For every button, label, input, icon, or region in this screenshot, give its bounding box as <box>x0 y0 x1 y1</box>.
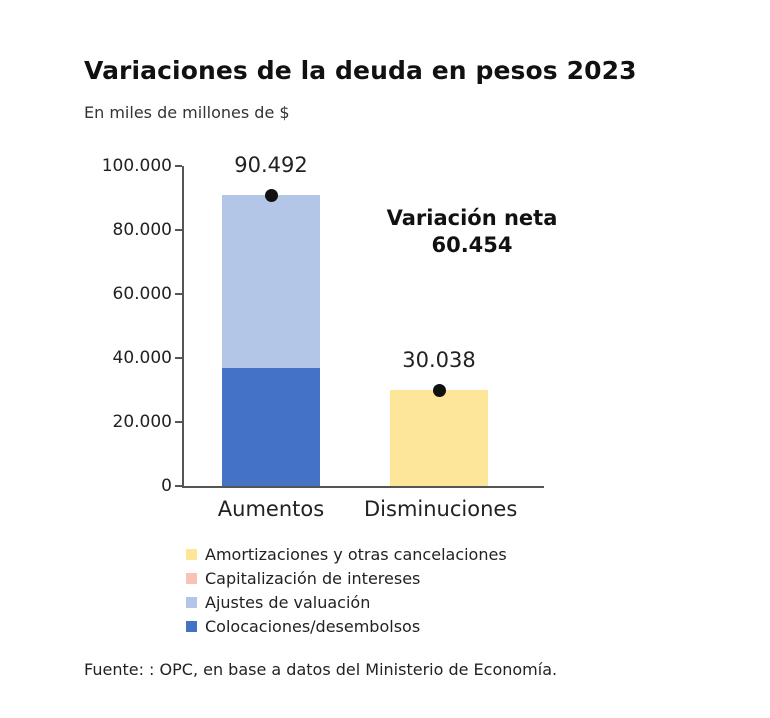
legend-item-colocaciones[interactable] <box>186 616 606 637</box>
legend-swatch-icon <box>186 621 197 632</box>
y-tick-label: 0 <box>161 476 172 496</box>
total-marker-disminuciones <box>433 384 446 397</box>
chart-legend <box>186 544 606 640</box>
y-axis-tick <box>175 165 182 167</box>
y-axis-tick <box>175 293 182 295</box>
total-label-aumentos: 90.492 <box>234 153 308 177</box>
y-tick-label: 40.000 <box>112 348 172 368</box>
y-axis-tick-labels <box>0 156 172 496</box>
y-axis-tick <box>175 229 182 231</box>
legend-item-amortizaciones[interactable] <box>186 544 606 565</box>
x-axis-line <box>182 486 544 488</box>
x-tick-label-disminuciones: Disminuciones <box>364 497 518 521</box>
y-axis-line <box>182 166 184 488</box>
y-axis-tick <box>175 485 182 487</box>
legend-item-ajustes[interactable] <box>186 592 606 613</box>
legend-swatch-icon <box>186 549 197 560</box>
legend-label: Amortizaciones y otras cancelaciones <box>205 545 507 564</box>
chart-subtitle: En miles de millones de $ <box>84 103 290 122</box>
legend-item-capitalizacion[interactable] <box>186 568 606 589</box>
bar-aumentos[interactable] <box>222 195 320 486</box>
y-tick-label: 80.000 <box>112 220 172 240</box>
y-tick-label: 100.000 <box>101 156 172 176</box>
bar-segment-colocaciones-desembolsos <box>222 368 320 486</box>
total-marker-aumentos <box>265 189 278 202</box>
net-variation-value: 60.454 <box>431 233 513 258</box>
y-axis-tick <box>175 357 182 359</box>
legend-swatch-icon <box>186 597 197 608</box>
legend-label: Ajustes de valuación <box>205 593 371 612</box>
legend-swatch-icon <box>186 573 197 584</box>
x-tick-label-aumentos: Aumentos <box>217 497 325 521</box>
net-variation-label: Variación neta <box>386 206 558 230</box>
legend-label: Capitalización de intereses <box>205 569 421 588</box>
y-tick-label: 20.000 <box>112 412 172 432</box>
net-variation-annotation <box>352 205 592 260</box>
legend-label: Colocaciones/desembolsos <box>205 617 421 636</box>
chart-source-note: Fuente: : OPC, en base a datos del Ministerio de Economía. <box>84 660 558 679</box>
y-axis-tick <box>175 421 182 423</box>
bar-segment-amortizaciones <box>390 390 488 486</box>
bar-segment-ajustes-de-valuacion <box>222 195 320 368</box>
chart-title: Variaciones de la deuda en pesos 2023 <box>84 56 637 85</box>
y-tick-label: 60.000 <box>112 284 172 304</box>
bar-disminuciones[interactable] <box>390 390 488 486</box>
total-label-disminuciones: 30.038 <box>402 348 476 372</box>
